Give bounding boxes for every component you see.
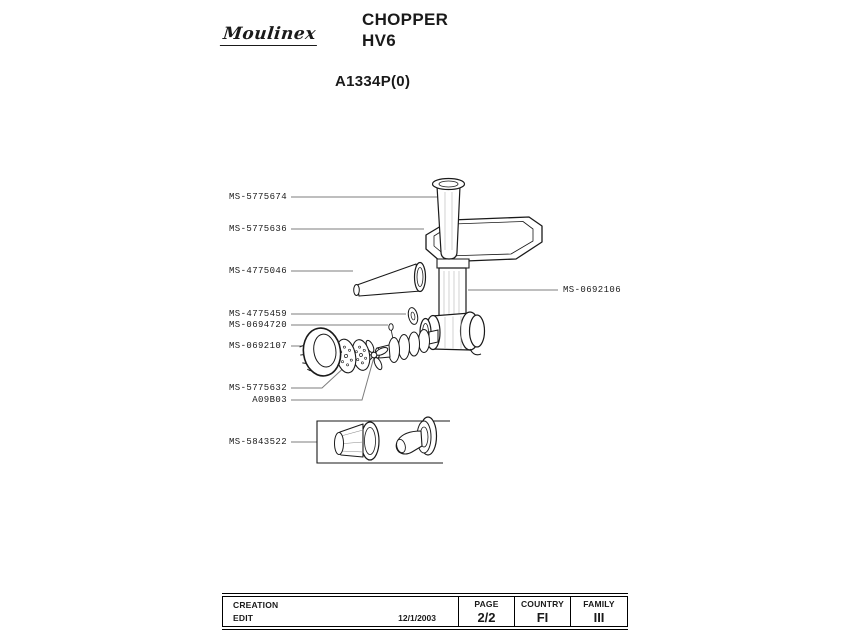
family-value: III — [593, 610, 605, 625]
page-label: PAGE — [474, 599, 499, 609]
part-label-MS-4775459: MS-4775459 — [228, 309, 287, 319]
country-value: FI — [536, 610, 549, 625]
revision-cell — [223, 597, 458, 626]
page-value: 2/2 — [477, 610, 496, 625]
page-cell — [458, 597, 514, 626]
grinder-body-part — [437, 259, 469, 321]
part-label-MS-0692106: MS-0692106 — [563, 285, 622, 295]
part-label-MS-5775636: MS-5775636 — [228, 224, 287, 234]
product-name: CHOPPER — [362, 10, 449, 29]
country-cell — [514, 597, 570, 626]
part-label-MS-5775632: MS-5775632 — [228, 383, 287, 393]
part-label-MS-0692107: MS-0692107 — [228, 341, 287, 351]
edit-date: 12/1/2003 — [398, 613, 436, 623]
auger-part — [375, 330, 438, 363]
family-cell — [570, 597, 627, 626]
table-top-rule — [222, 593, 628, 594]
model-name: HV6 — [362, 31, 396, 50]
family-label: FAMILY — [583, 599, 615, 609]
ring-nut-part — [297, 326, 344, 379]
creation-label: CREATION — [233, 600, 279, 610]
washer-part — [407, 307, 419, 325]
part-label-MS-5775674: MS-5775674 — [228, 192, 287, 202]
revision-table — [222, 593, 628, 630]
kubbe-cone-part — [335, 422, 380, 460]
table-bottom-rule — [222, 629, 628, 630]
reference-number: A1334P(0) — [335, 73, 411, 90]
kubbe-former-part — [395, 417, 436, 455]
sausage-funnel-part — [354, 263, 426, 297]
part-label-MS-4775046: MS-4775046 — [228, 266, 287, 276]
edit-label: EDIT — [233, 613, 254, 623]
country-label: COUNTRY — [520, 599, 565, 609]
moulinex-logo: Moulinex — [220, 24, 319, 46]
pin-part — [389, 324, 393, 339]
part-label-A09B03: A09B03 — [252, 395, 287, 405]
part-label-MS-5843522: MS-5843522 — [228, 437, 287, 447]
part-label-MS-0694720: MS-0694720 — [228, 320, 287, 330]
